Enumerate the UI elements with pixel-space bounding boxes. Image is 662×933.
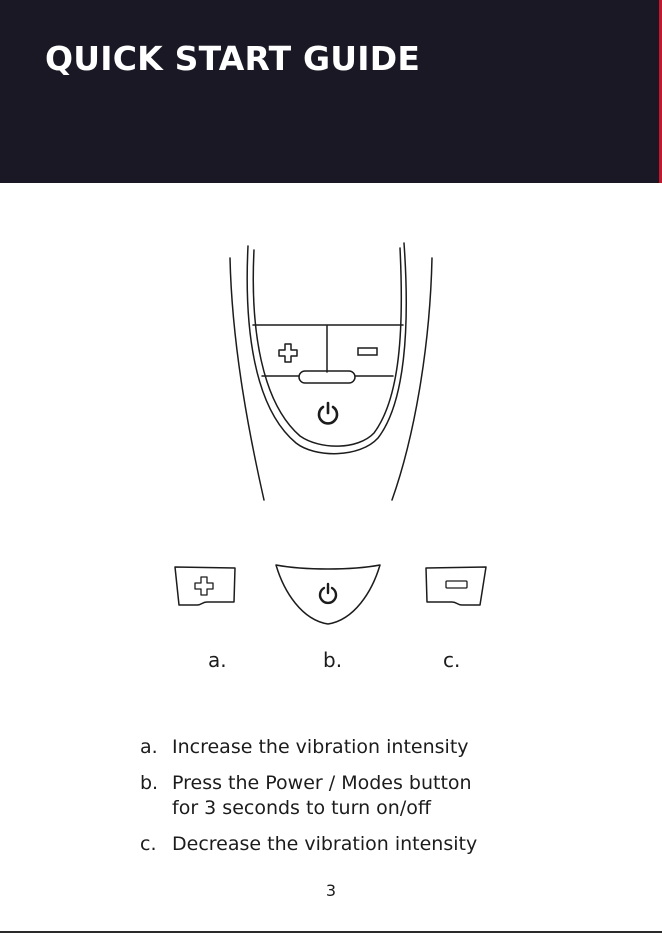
instruction-text: Press the Power / Modes button for 3 seconds to turn on/off — [172, 772, 472, 819]
instruction-letter: a. — [140, 736, 158, 758]
power-icon — [315, 400, 341, 426]
instruction-text: Decrease the vibration intensity — [172, 833, 478, 855]
plus-button-illustration — [172, 563, 238, 609]
instructions-list — [140, 735, 540, 868]
instruction-letter: c. — [140, 833, 157, 855]
button-label-a: a. — [208, 648, 227, 672]
plus-icon — [277, 342, 299, 364]
header-banner — [0, 0, 662, 183]
instruction-item-c — [140, 832, 540, 857]
power-button-illustration — [272, 562, 384, 628]
device-control-panel-illustration — [220, 238, 444, 508]
minus-icon — [356, 346, 380, 358]
instruction-item-b — [140, 771, 540, 821]
instruction-text: Increase the vibration intensity — [172, 736, 469, 758]
button-label-b: b. — [323, 648, 343, 672]
page-title: QUICK START GUIDE — [45, 39, 421, 78]
button-label-c: c. — [443, 648, 461, 672]
minus-button-illustration — [422, 563, 490, 609]
instruction-item-a — [140, 735, 540, 760]
instruction-letter: b. — [140, 772, 159, 794]
page-number: 3 — [325, 881, 337, 900]
